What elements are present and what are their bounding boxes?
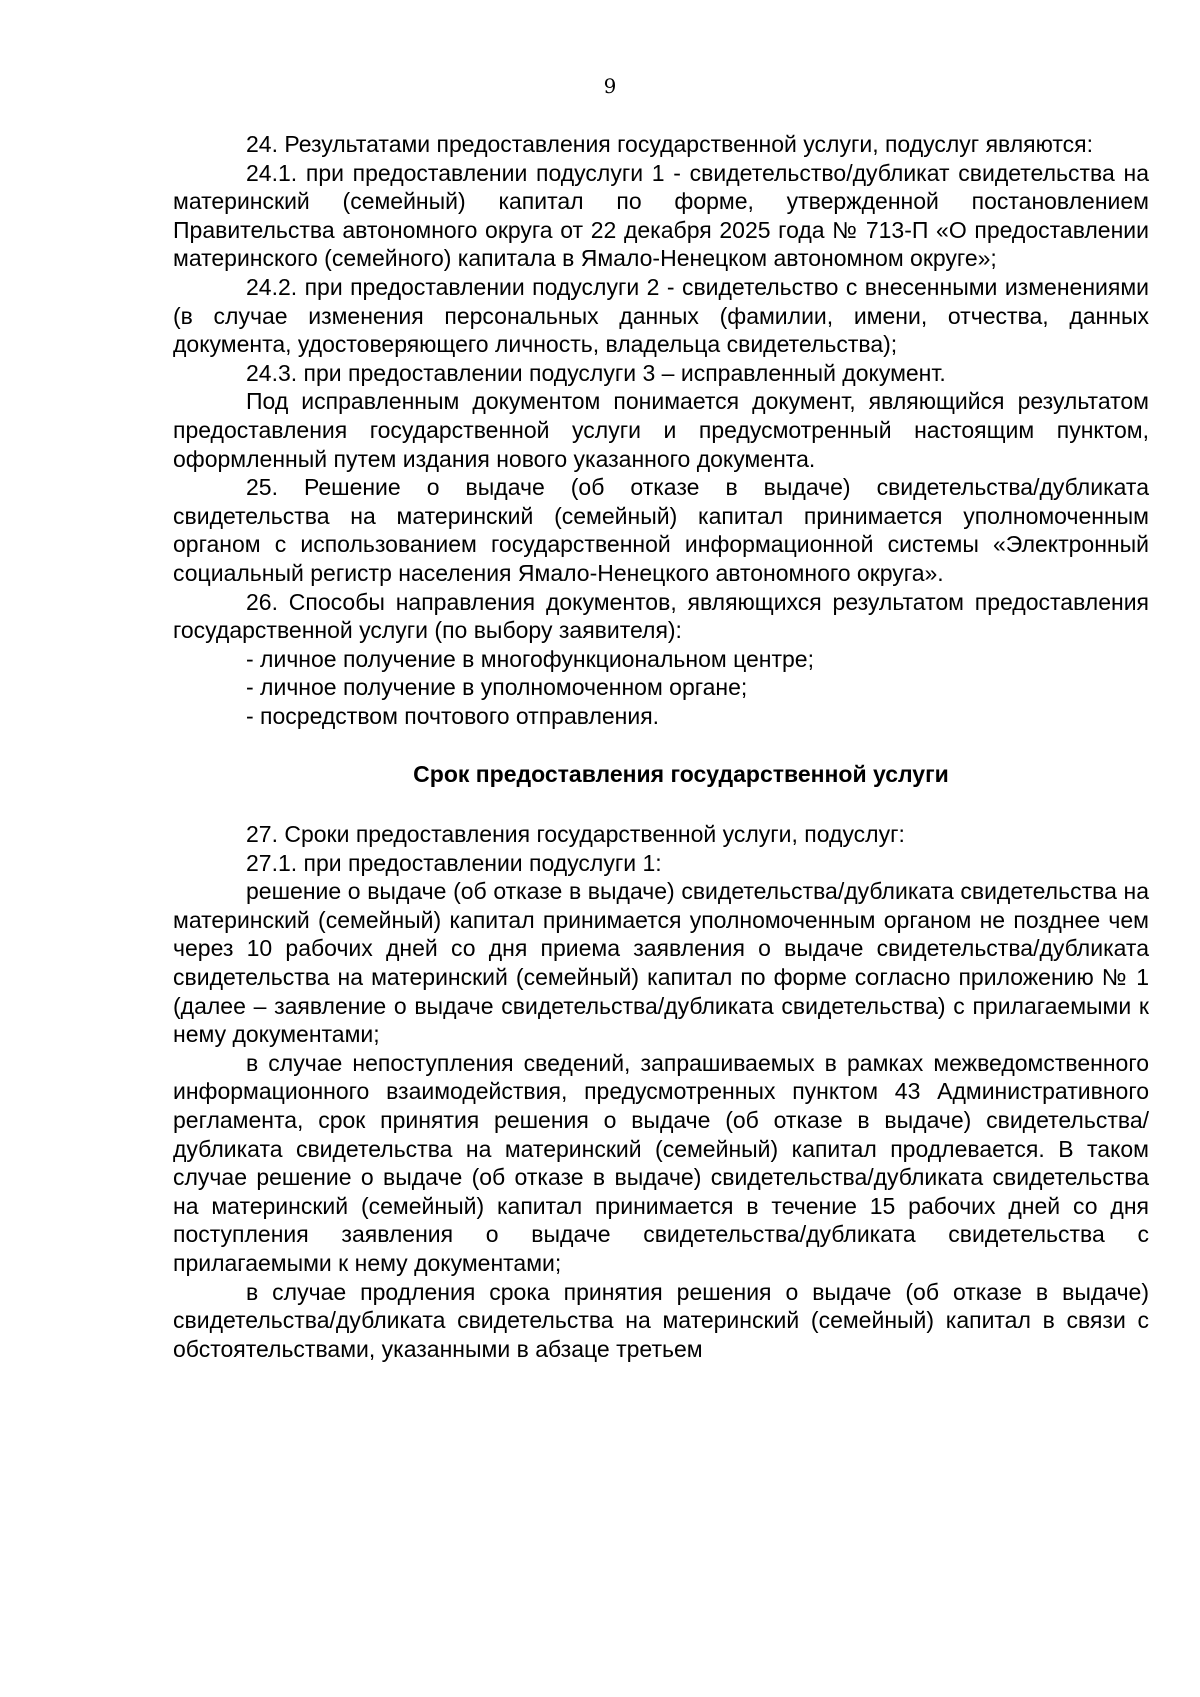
paragraph-decision-term: решение о выдаче (об отказе в выдаче) свидетельства/дубликата свидетельства на материнский (семейный) капитал принимается уполномоченным органом не позднее чем через 10 рабочих дней со дня приема заявления о выдаче свидетельства/дубликата свидетельства на материнский (семейный) капитал по форме согласно приложению № 1 (далее – заявление о выдаче свидетельства/дубликата свидетельства) с прилагаемыми к нему документами; (173, 878, 1149, 1048)
paragraph-24: 24. Результатами предоставления государственной услуги, подуслуг являются: (246, 131, 1093, 157)
paragraph-24-2: 24.2. при предоставлении подуслуги 2 - свидетельство с внесенными изменениями (в случае изменения персональных данных (фамилии, имени, отчества, данных документа, удостоверяющего личность, владельца свидетельства); (173, 273, 1149, 358)
paragraph-27: 27. Сроки предоставления государственной услуги, подуслуг: (246, 821, 905, 848)
list-item: - личное получение в уполномоченном органе; (246, 674, 748, 701)
paragraph-27-1: 27.1. при предоставлении подуслуги 1: (246, 849, 662, 876)
paragraph-extension-continued: в случае продления срока принятия решения о выдаче (об отказе в выдаче) свидетельства/дубликата свидетельства на материнский (семейный) капитал в связи с обстоятельствами, указанными в абзаце третьем (173, 1278, 1149, 1362)
section-heading: Срок предоставления государственной услуги (413, 761, 949, 788)
page-number: 9 (603, 74, 617, 98)
list-item: - посредством почтового отправления. (246, 702, 660, 729)
paragraph-24-1: 24.1. при предоставлении подуслуги 1 - свидетельство/дубликат свидетельства на материнский (семейный) капитал по форме, утвержденной постановлением Правительства автономного округа от 22 декабря 2025 года № 713-П «О предоставлении материнского (семейного) капитала в Ямало-Ненецком автономном округе»; (173, 159, 1149, 272)
paragraph-corrected-document: Под исправленным документом понимается документ, являющийся результатом предоставления государственной услуги и предусмотренный настоящим пунктом, оформленный путем издания нового указанного документа. (173, 388, 1149, 472)
document-body (173, 130, 1149, 1363)
paragraph-26: 26. Способы направления документов, являющихся результатом предоставления государственной услуги (по выбору заявителя): (173, 588, 1149, 644)
paragraph-25: 25. Решение о выдаче (об отказе в выдаче) свидетельства/дубликата свидетельства на материнский (семейный) капитал принимается уполномоченным органом с использованием государственной информационной системы «Электронный социальный регистр населения Ямало-Ненецкого автономного округа». (173, 474, 1149, 586)
paragraph-extension: в случае непоступления сведений, запрашиваемых в рамках межведомственного информационного взаимодействия, предусмотренных пунктом 43 Административного регламента, срок принятия решения о выдаче (об отказе в выдаче) свидетельства/дубликата свидетельства на материнский (семейный) капитал продлевается. В таком случае решение о выдаче (об отказе в выдаче) свидетельства/дубликата свидетельства на материнский (семейный) капитал принимается в течение 15 рабочих дней со дня поступления заявления о выдаче свидетельства/дубликата свидетельства с прилагаемыми к нему документами; (173, 1049, 1149, 1276)
paragraph-24-3: 24.3. при предоставлении подуслуги 3 – исправленный документ. (246, 359, 946, 386)
list-item: - личное получение в многофункциональном центре; (246, 645, 814, 672)
